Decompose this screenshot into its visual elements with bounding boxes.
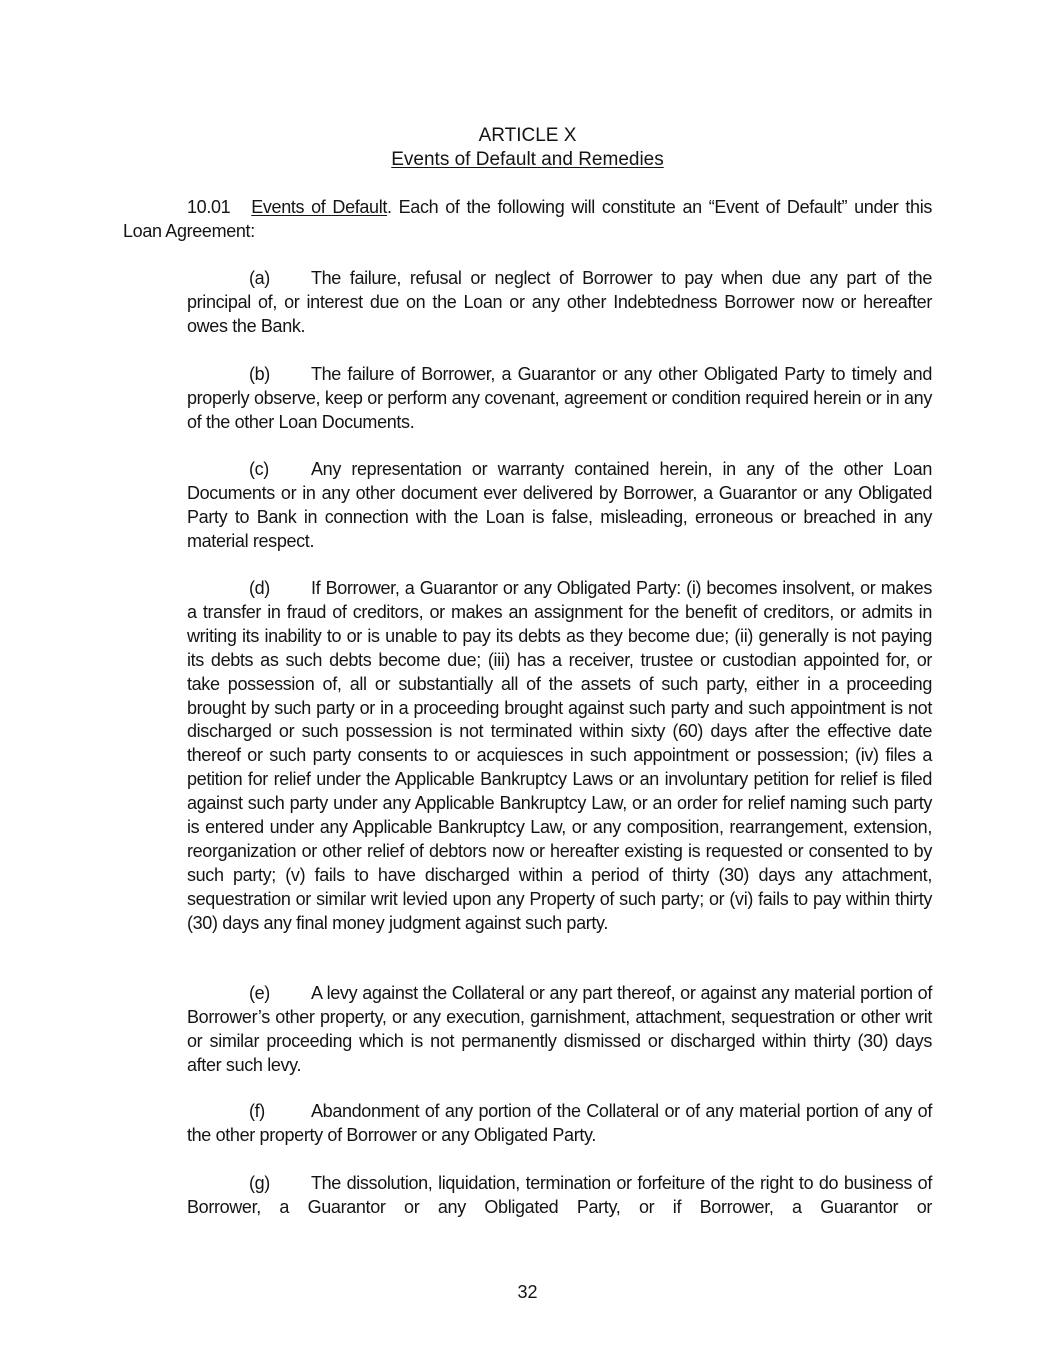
clause-label: (a) bbox=[249, 268, 270, 288]
clause-text: Any representation or warranty contained herein, in any of the other Loan Documents or in any other document ever delivered by Borrower, a Guarantor or any Obligated Party to Bank in connection with the Loan is false, misleading, erroneous or breached in any material respect. bbox=[187, 459, 932, 551]
clause-label: (b) bbox=[249, 364, 270, 384]
article-subtitle: Events of Default and Remedies bbox=[391, 149, 664, 170]
clause-label: (c) bbox=[249, 459, 269, 479]
clause-f bbox=[187, 1100, 932, 1148]
article-heading bbox=[0, 124, 1055, 172]
clause-a bbox=[187, 267, 932, 339]
section-number: 10.01 bbox=[187, 197, 231, 217]
section-10-01 bbox=[123, 196, 932, 244]
clause-text: A levy against the Collateral or any part thereof, or against any material portion of Borrower’s other property, or any execution, garnishment, attachment, sequestration or other writ or similar proceeding which is not permanently dismissed or discharged within thirty (30) days after such levy. bbox=[187, 983, 932, 1075]
clause-c bbox=[187, 458, 932, 554]
clause-text: Abandonment of any portion of the Collateral or of any material portion of any of the other property of Borrower or any Obligated Party. bbox=[187, 1101, 932, 1145]
clause-label: (f) bbox=[249, 1101, 265, 1121]
clause-text: The failure of Borrower, a Guarantor or any other Obligated Party to timely and properly observe, keep or perform any covenant, agreement or condition required herein or in any of the other Loan Documents. bbox=[187, 364, 932, 432]
clause-e bbox=[187, 982, 932, 1078]
section-intro: . Each of the following will constitute an “Event of Default” under this Loan Agreement: bbox=[123, 197, 933, 241]
clause-text: The dissolution, liquidation, termination or forfeiture of the right to do business of Borrower, a Guarantor or any Obligated Party, or if Borrower, a Guarantor or bbox=[187, 1173, 932, 1217]
clause-d bbox=[187, 577, 932, 936]
article-title: ARTICLE X bbox=[478, 125, 577, 146]
clause-g bbox=[187, 1172, 932, 1220]
section-heading: Events of Default bbox=[251, 197, 388, 217]
clause-text: The failure, refusal or neglect of Borrower to pay when due any part of the principal of, or interest due on the Loan or any other Indebtedness Borrower now or hereafter owes the Bank. bbox=[187, 268, 932, 336]
page-number: 32 bbox=[517, 1282, 538, 1302]
clause-b bbox=[187, 363, 932, 435]
clause-label: (g) bbox=[249, 1173, 270, 1193]
clause-label: (d) bbox=[249, 578, 270, 598]
clause-text: If Borrower, a Guarantor or any Obligated Party: (i) becomes insolvent, or makes a transfer in fraud of creditors, or makes an assignment for the benefit of creditors, or admits in writing its inability to or is unable to pay its debts as they become due; (ii) generally is not paying its debts as such debts become due; (iii) has a receiver, trustee or custodian appointed for, or take possession of, all or substantially all of the assets of such party, either in a proceeding brought by such party or in a proceeding brought against such party and such appointment is not discharged or such possession is not terminated within sixty (60) days after the effective date thereof or such party consents to or acquiesces in such appointment or possession; (iv) files a petition for relief under the Applicable Bankruptcy Laws or an involuntary petition for relief is filed against such party under any Applicable Bankruptcy Law, or an order for relief naming such party is entered under any Applicable Bankruptcy Law, or any composition, rearrangement, extension, reorganization or other relief of debtors now or hereafter existing is requested or consented to by such party; (v) fails to have discharged within a period of thirty (30) days any attachment, sequestration or similar writ levied upon any Property of such party; or (vi) fails to pay within thirty (30) days any final money judgment against such party. bbox=[187, 578, 932, 933]
clause-label: (e) bbox=[249, 983, 270, 1003]
